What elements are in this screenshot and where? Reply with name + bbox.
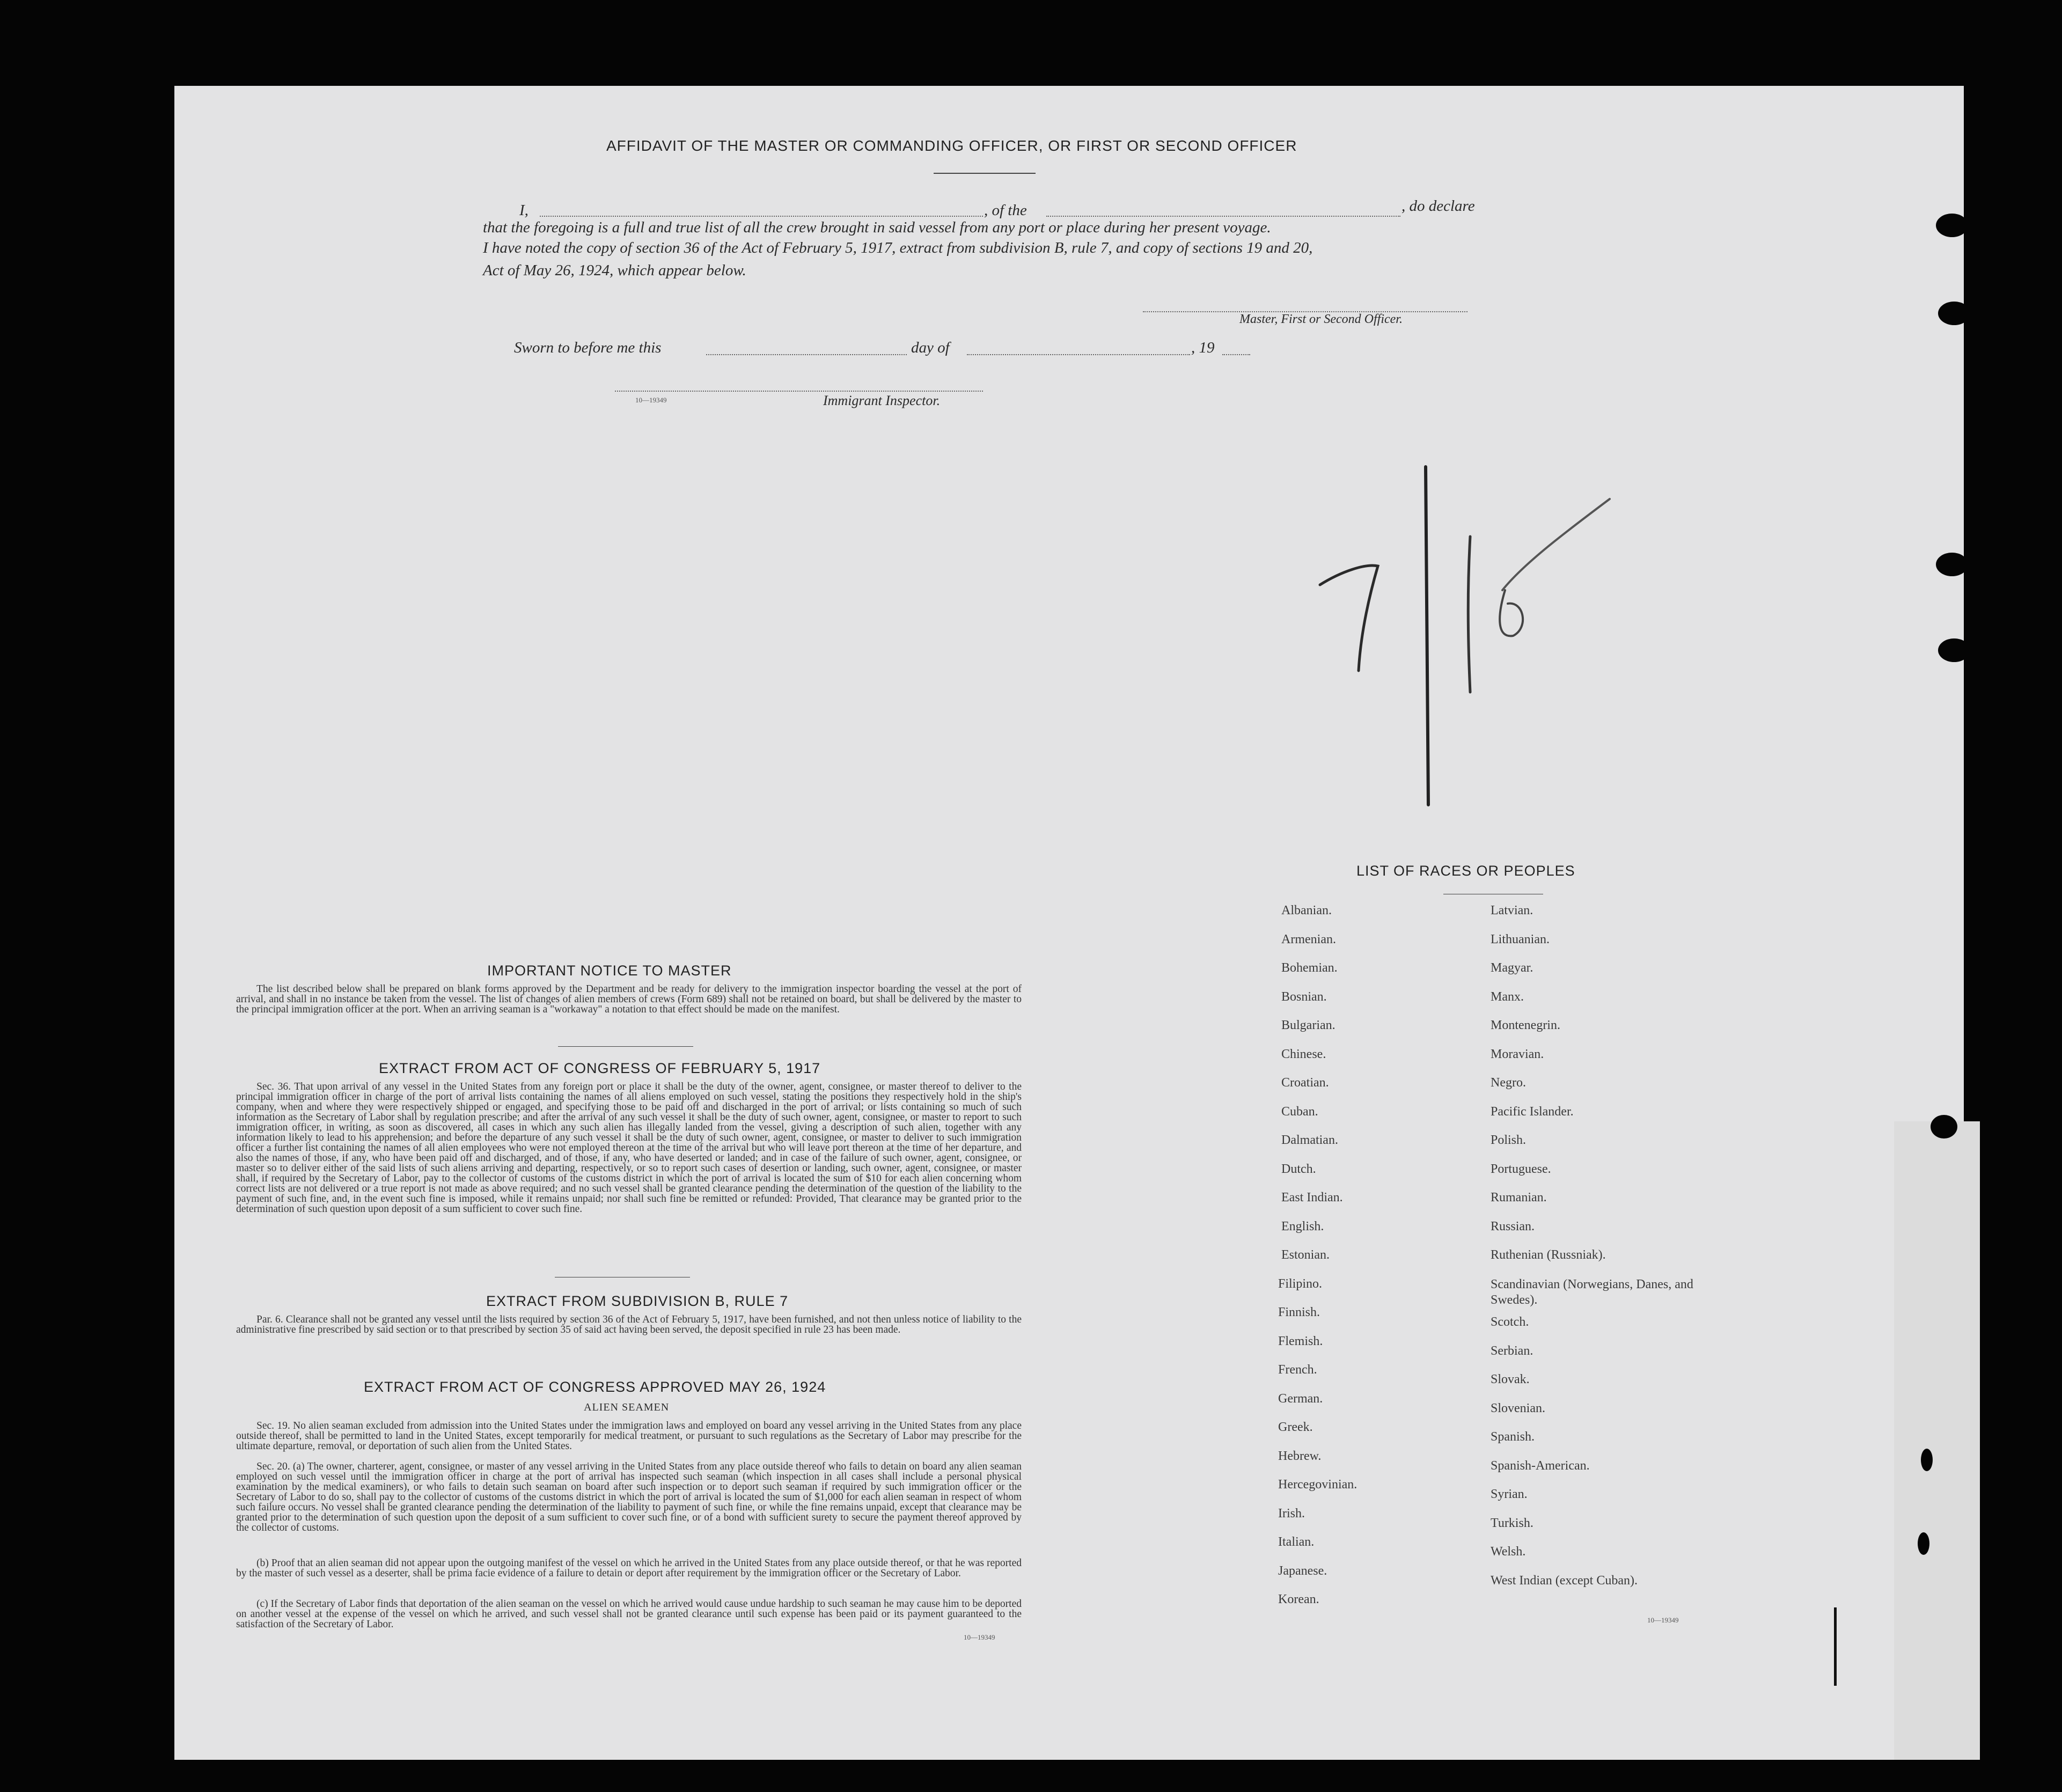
race-item: Chinese.	[1281, 1047, 1326, 1061]
race-item: Syrian.	[1491, 1487, 1528, 1501]
year-blank	[1222, 354, 1250, 355]
month-blank	[967, 354, 1190, 355]
race-item: Croatian.	[1281, 1076, 1329, 1090]
binder-hole	[1921, 1449, 1933, 1471]
race-item: Dalmatian.	[1281, 1133, 1338, 1147]
race-item: Hebrew.	[1278, 1449, 1322, 1463]
affidavit-line1-start: I,	[519, 202, 529, 219]
divider	[558, 1046, 693, 1047]
race-item: Korean.	[1278, 1592, 1319, 1606]
race-item: Albanian.	[1281, 904, 1332, 917]
race-item: Japanese.	[1278, 1563, 1327, 1578]
form-number: 10—19349	[1647, 1616, 1679, 1624]
subdivision-title: EXTRACT FROM SUBDIVISION B, RULE 7	[486, 1293, 789, 1309]
race-item: Negro.	[1491, 1076, 1526, 1090]
section-19: Sec. 19. No alien seaman excluded from admission into the United States under the immigration laws and employed on board any vessel arriving in the United States from any place outside thereof, shall be permitted to land in the United States, except temporarily for medical treatment, or pursuant to such regulations as the Secretary of Labor may prescribe for the ultimate departure, removal, or deportation of such alien from the United States.	[236, 1420, 1022, 1452]
affidavit-line2: that the foregoing is a full and true list of all the crew brought in said vessel from any port or place during her present voyage.	[483, 219, 1271, 236]
affidavit-line3: I have noted the copy of section 36 of the Act of February 5, 1917, extract from subdivision B, rule 7, and copy of sections 19 and 20,	[483, 239, 1313, 256]
sworn-year: , 19	[1191, 339, 1215, 356]
race-item: Welsh.	[1491, 1545, 1526, 1559]
race-item: Latvian.	[1491, 904, 1533, 917]
form-number: 10—19349	[964, 1633, 995, 1641]
section-20b: (b) Proof that an alien seaman did not appear upon the outgoing manifest of the vessel on which he arrived in the United States from any place outside thereof, or that he was reported by the master of such vessel as a deserter, shall be prima facie evidence of a failure to detain or deport after requirement by the immigration officer or the Secretary of Labor.	[236, 1558, 1022, 1579]
race-item: West Indian (except Cuban).	[1491, 1573, 1638, 1588]
inspector-signature-label: Immigrant Inspector.	[823, 393, 941, 408]
race-item: Russian.	[1491, 1219, 1535, 1233]
race-item: Bosnian.	[1281, 989, 1327, 1004]
race-item: Irish.	[1278, 1506, 1305, 1521]
race-item: Finnish.	[1278, 1305, 1320, 1319]
race-item: English.	[1281, 1219, 1324, 1233]
race-item: Greek.	[1278, 1420, 1313, 1434]
race-item: Bulgarian.	[1281, 1018, 1335, 1032]
race-item: Scotch.	[1491, 1315, 1529, 1329]
binder-hole	[1938, 638, 1970, 662]
race-item: Polish.	[1491, 1133, 1527, 1147]
race-item: Spanish-American.	[1491, 1458, 1590, 1473]
binder-hole	[1938, 302, 1970, 325]
race-item: Filipino.	[1278, 1276, 1323, 1291]
subdivision-body: Par. 6. Clearance shall not be granted any vessel until the lists required by section 36 of the Act of February 5, 1917, have been furnished, and not then unless notice of liability to the administrative fine prescribed by said section or to that prescribed by section 35 of said act having been served, the deposit specified in rule 23 has been made.	[236, 1314, 1022, 1335]
page-edge	[1894, 1121, 1980, 1760]
race-item: Montenegrin.	[1491, 1018, 1560, 1032]
extract-1924-title: EXTRACT FROM ACT OF CONGRESS APPROVED MAY 26, 1924	[364, 1379, 826, 1395]
race-item: Scandinavian (Norwegians, Danes, and Swedes).	[1491, 1277, 1693, 1307]
binder-hole	[1918, 1532, 1929, 1555]
affidavit-line1-mid: , of the	[984, 202, 1027, 219]
race-item: Slovak.	[1491, 1372, 1530, 1386]
sworn-text: Sworn to before me this	[514, 339, 662, 356]
race-item: Serbian.	[1491, 1343, 1533, 1358]
vessel-blank	[1046, 216, 1400, 217]
pen-mark	[1834, 1607, 1837, 1686]
race-item: Pacific Islander.	[1491, 1104, 1574, 1119]
race-item: East Indian.	[1281, 1191, 1343, 1205]
race-item: Dutch.	[1281, 1162, 1316, 1176]
race-item: Lithuanian.	[1491, 932, 1550, 946]
name-blank	[540, 216, 983, 217]
race-item: Flemish.	[1278, 1334, 1323, 1348]
divider	[934, 173, 1036, 174]
affidavit-line1-end: , do declare	[1401, 197, 1475, 215]
race-item: Armenian.	[1281, 932, 1336, 946]
races-title: LIST OF RACES OR PEOPLES	[1356, 863, 1575, 879]
binder-hole	[1936, 214, 1968, 237]
race-item: Moravian.	[1491, 1047, 1544, 1061]
binder-hole	[1931, 1115, 1957, 1139]
form-number: 10—19349	[635, 396, 667, 404]
race-item: Magyar.	[1491, 961, 1533, 975]
handwritten-annotation	[1309, 456, 1620, 810]
extract-1917-body: Sec. 36. That upon arrival of any vessel in the United States from any foreign port or place it shall be the duty of the owner, agent, consignee, or master thereof to deliver to the principal immigration officer in charge of the port of arrival lists containing the names of all aliens employed on such vessel, stating the positions they respectively hold in the ship's company, when and where they were respectively shipped or engaged, and specifying those to be paid off and discharged in the port of arrival; or lists containing so much of such information as the Secretary of Labor shall by regulation prescribe; and after the arrival of any such vessel it shall be the duty of such owner, agent, consignee, or master to report to such immigration officer, in writing, as soon as discovered, all cases in which any such alien has illegally landed from the vessel, giving a description of such alien, together with any information likely to lead to his apprehension; and before the departure of any such vessel it shall be the duty of such owner, agent, consignee, or master to deliver to such immigration officer a further list containing the names of all alien employees who were not employed thereon at the time of the arrival but who will leave port thereon at the time of her departure, and also the names of those, if any, who have been paid off and discharged, and of those, if any, who have deserted or landed; and in case of the failure of such owner, agent, consignee, or master so to deliver either of the said lists of such aliens arriving and departing, respectively, or so to report such cases of desertion or landing, such owner, agent, consignee, or master shall, if required by the Secretary of Labor, pay to the collector of customs of the customs district in which the port of arrival is located the sum of $10 for each alien concerning whom correct lists are not delivered or a true report is not made as above required; and no such vessel shall be granted clearance pending the determination of the question of the liability to the payment of such fine, and, in the event such fine is imposed, while it remains unpaid; nor shall such fine be remitted or refunded: Provided, That clearance may be granted prior to the determination of such question upon deposit of a sum sufficient to cover such fine.	[236, 1081, 1022, 1215]
notice-body: The list described below shall be prepared on blank forms approved by the Department and be ready for delivery to the immigration inspector boarding the vessel at the port of arrival, and shall in no instance be taken from the vessel. The list of changes of alien members of crews (Form 689) shall not be retained on board, but shall be delivered by the master to the principal immigration officer at the port. When an arriving seaman is a "workaway" a notation to that effect should be made on the manifest.	[236, 983, 1022, 1015]
race-item: Slovenian.	[1491, 1401, 1545, 1415]
day-blank	[706, 354, 907, 355]
race-item: Portuguese.	[1491, 1162, 1551, 1176]
extract-1924-subtitle: ALIEN SEAMEN	[584, 1401, 670, 1413]
race-item: Rumanian.	[1491, 1191, 1547, 1205]
extract-1917-title: EXTRACT FROM ACT OF CONGRESS OF FEBRUARY 5, 1917	[379, 1060, 821, 1076]
race-item: Turkish.	[1491, 1516, 1533, 1530]
race-item: Spanish.	[1491, 1430, 1535, 1444]
race-item: Bohemian.	[1281, 961, 1338, 975]
race-item: German.	[1278, 1391, 1323, 1406]
section-20c: (c) If the Secretary of Labor finds that deportation of the alien seaman on the vessel on which he arrived would cause undue hardship to such seaman he may cause him to be deported on another vessel at the expense of the vessel on which he arrived, and such vessel shall not be granted clearance until such expense has been paid or its payment guaranteed to the satisfaction of the Secretary of Labor.	[236, 1598, 1022, 1630]
race-item: French.	[1278, 1363, 1317, 1377]
section-20a: Sec. 20. (a) The owner, charterer, agent, consignee, or master of any vessel arriving in the United States from any place outside thereof who fails to detain on board any alien seaman employed on such vessel until the immigration officer in charge at the port of arrival has inspected such seaman (which inspection in all cases shall include a personal physical examination by the medical examiners), or who fails to detain such seaman on board after such inspection or to deport such seaman if required by such immigration officer or the Secretary of Labor to do so, shall pay to the collector of customs of the customs district in which the port of arrival is located the sum of $1,000 for each alien seaman in respect of whom such failure occurs. No vessel shall be granted clearance pending the determination of the liability to payment of such fine, or while the fine remains unpaid, except that clearance may be granted prior to the determination of such question upon the deposit of a sum sufficient to cover such fine, or of a bond with sufficient surety to secure the payment thereof approved by the collector of customs.	[236, 1461, 1022, 1533]
master-signature-label: Master, First or Second Officer.	[1239, 312, 1403, 326]
affidavit-title: AFFIDAVIT OF THE MASTER OR COMMANDING OFFICER, OR FIRST OR SECOND OFFICER	[606, 137, 1297, 154]
race-item: Hercegovinian.	[1278, 1478, 1357, 1492]
affidavit-line4: Act of May 26, 1924, which appear below.	[483, 262, 746, 279]
sworn-day-of: day of	[911, 339, 950, 356]
race-item: Cuban.	[1281, 1104, 1318, 1119]
race-item: Manx.	[1491, 989, 1524, 1004]
notice-title: IMPORTANT NOTICE TO MASTER	[487, 963, 732, 979]
race-item: Estonian.	[1281, 1248, 1330, 1262]
race-item: Italian.	[1278, 1535, 1315, 1549]
binder-hole	[1936, 553, 1968, 576]
race-item: Ruthenian (Russniak).	[1491, 1248, 1606, 1262]
inspector-signature-blank	[615, 391, 983, 392]
